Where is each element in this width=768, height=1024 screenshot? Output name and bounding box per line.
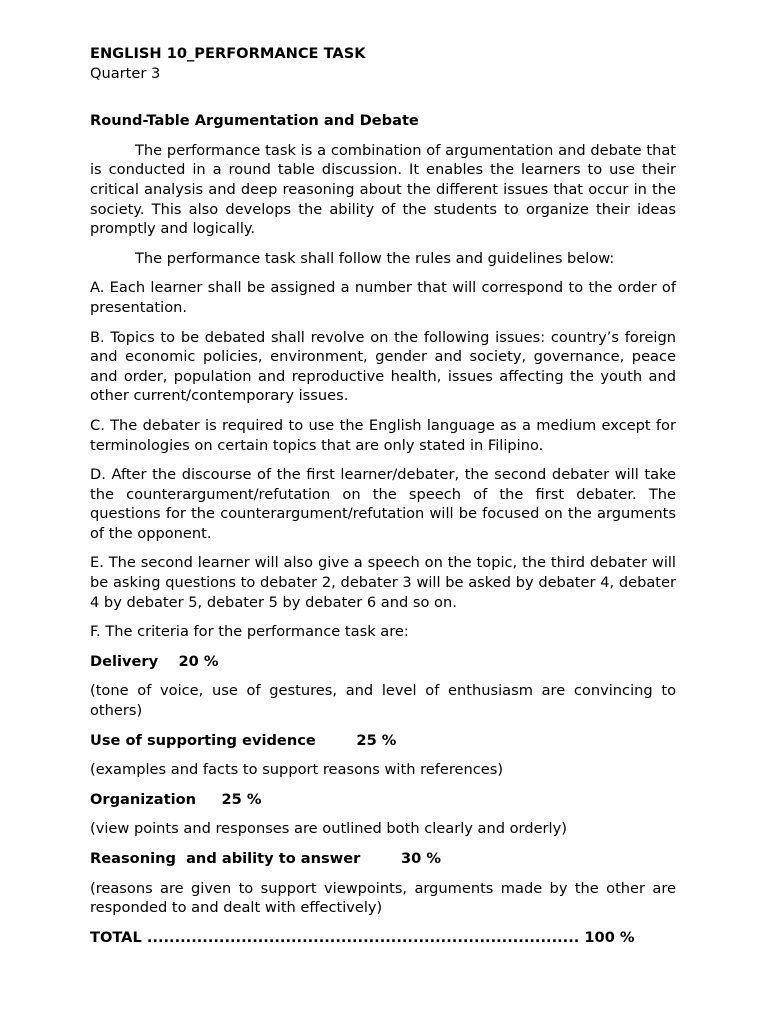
criterion-name: Use of supporting evidence [90,731,316,749]
criterion-description: (tone of voice, use of gestures, and level of enthusiasm are convincing to others) [90,682,676,720]
rule-e: E. The second learner will also give a speech on the topic, the third debater will be asking questions to debater 2, debater 3 will be asked by debater 4, debater 4 by debater 5, debater 5 by debater 6 and so on. [90,554,676,611]
rule-f: F. The criteria for the performance task are: [90,623,409,641]
document-page [90,44,676,947]
rule-b: B. Topics to be debated shall revolve on the following issues: country’s foreign and economic policies, environment, gender and society, governance, peace and order, population and reproductive health, issues affecting the youth and other current/contemporary issues. [90,328,676,405]
criterion-description: (examples and facts to support reasons with references) [90,761,504,779]
criterion-name: Organization [90,790,197,808]
criterion-name: Reasoning and ability to answer [90,850,361,867]
criterion-name: Delivery [90,652,159,670]
criterion-description: (reasons are given to support viewpoints, arguments made by the other are responded to and dealt with effectively) [90,879,676,917]
criterion-weight: 25 % [221,790,262,808]
criterion-organization [90,790,676,810]
document-title: ENGLISH 10_PERFORMANCE TASK [90,45,366,62]
section-heading: Round-Table Argumentation and Debate [90,112,419,130]
rule-d: D. After the discourse of the first learner/debater, the second debater will take the counterargument/refutation on the speech of the first debater. The questions for the counterargument/refutation will be focused on the arguments of the opponent. [90,466,676,542]
criterion-weight: 25 % [356,731,397,749]
rule-c: C. The debater is required to use the English language as a medium except for terminologies on certain topics that are only stated in Filipino. [90,416,676,454]
total-line [90,928,676,948]
criterion-weight: 30 % [400,850,441,867]
criterion-supporting-evidence [90,731,676,751]
total-label: TOTAL .............................................................................. [90,928,580,946]
rules-lead-paragraph: The performance task shall follow the rules and guidelines below: [135,249,615,267]
criterion-description: (view points and responses are outlined both clearly and orderly) [90,820,567,838]
criterion-weight: 20 % [178,652,219,670]
total-value: 100 % [584,928,635,946]
rule-a: A. Each learner shall be assigned a number that will correspond to the order of presentation. [90,279,676,316]
intro-paragraph: The performance task is a combination of argumentation and debate that is conducted in a round table discussion. It enables the learners to use their critical analysis and deep reasoning about the different issues that occur in the society. This also develops the ability of the students to organize their ideas promptly and logically. [90,141,676,238]
criterion-delivery [90,652,676,672]
criterion-reasoning [90,849,676,869]
quarter-label: Quarter 3 [90,64,161,82]
